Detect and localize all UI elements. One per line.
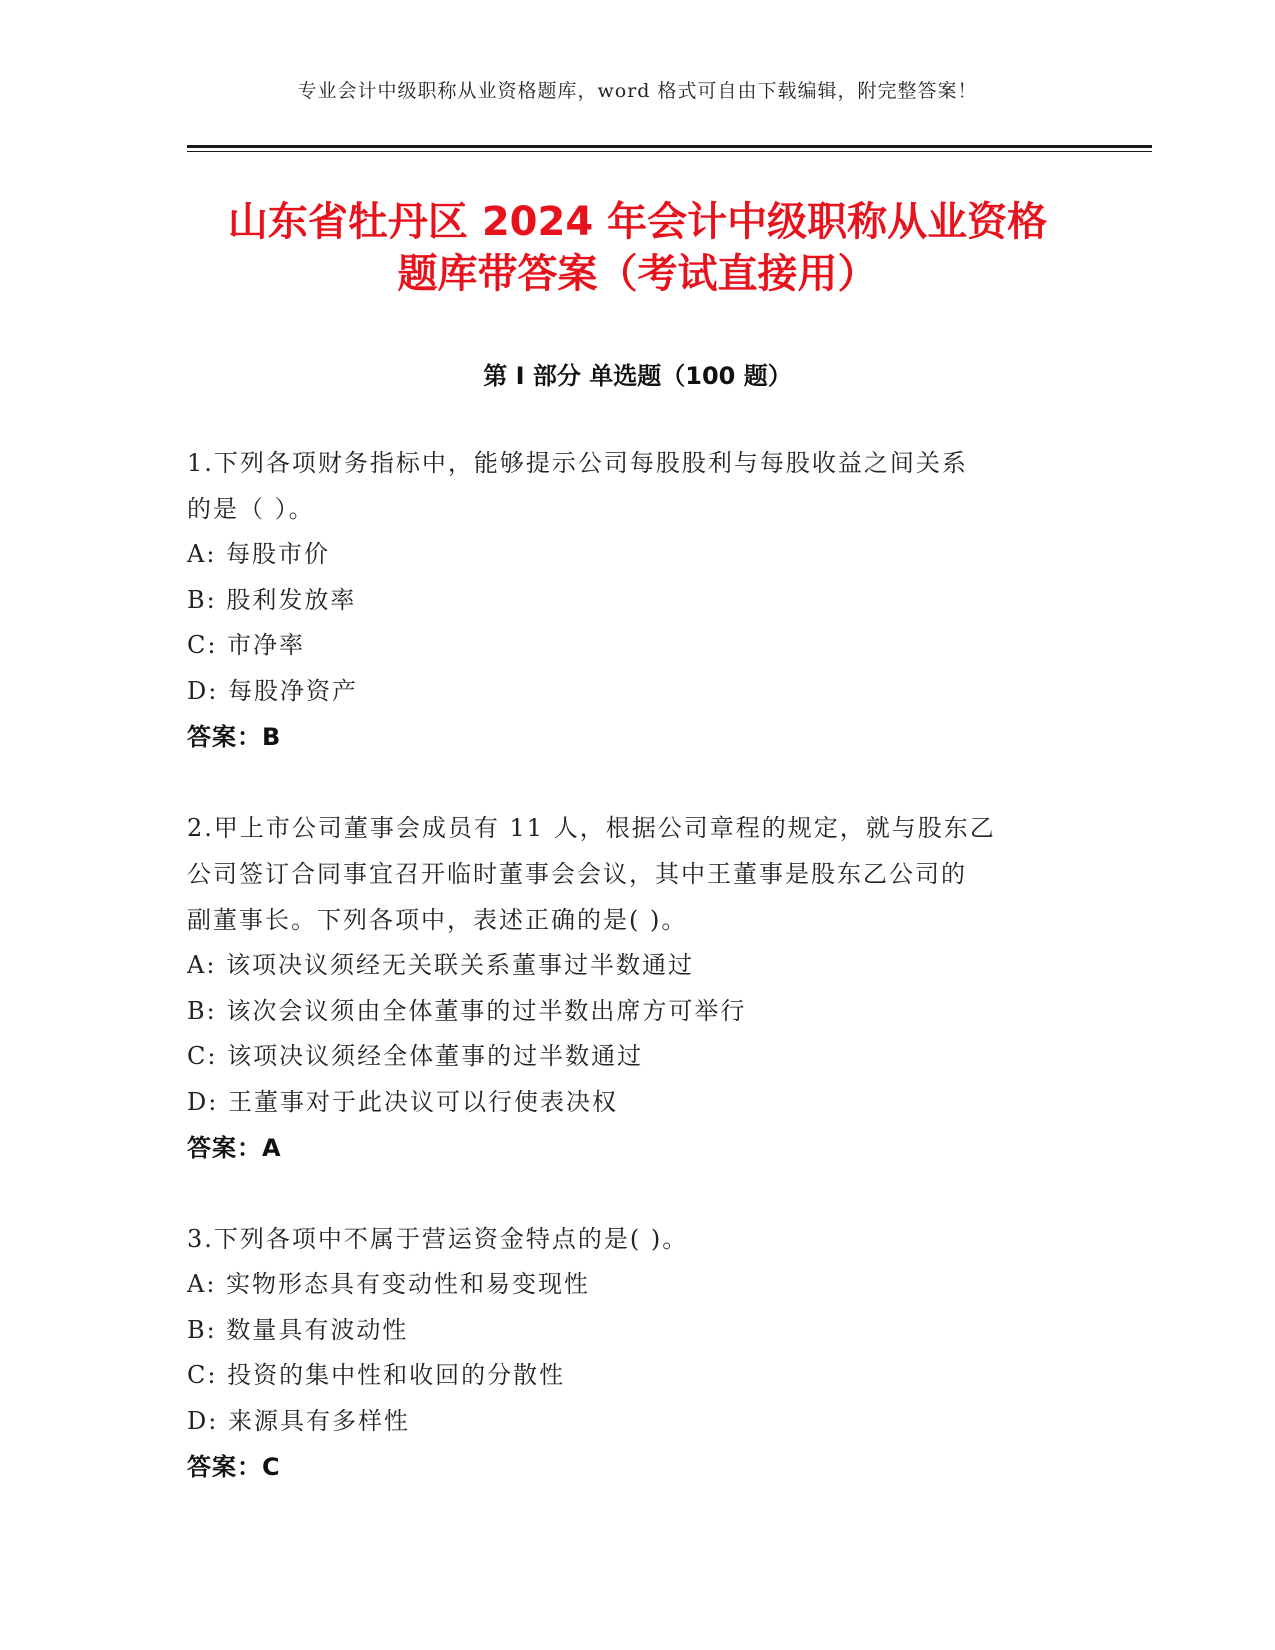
question-3-option-a: A: 实物形态具有变动性和易变现性 xyxy=(187,1270,591,1298)
question-1-option-c: C: 市净率 xyxy=(187,631,306,659)
section-heading: 第 I 部分 单选题（100 题） xyxy=(483,362,792,390)
question-list xyxy=(187,440,1087,1490)
question-3-stem-line-1: 3.下列各项中不属于营运资金特点的是( )。 xyxy=(187,1225,689,1253)
header-divider-thin xyxy=(187,151,1152,152)
question-1-stem-line-1: 1.下列各项财务指标中，能够提示公司每股股利与每股收益之间关系 xyxy=(187,449,968,477)
question-1-answer: 答案：B xyxy=(187,723,282,751)
question-spacer xyxy=(187,760,1087,805)
question-2-stem-line-3: 副董事长。下列各项中，表述正确的是( )。 xyxy=(187,906,688,934)
question-3 xyxy=(187,1216,1087,1490)
question-2-stem-line-2: 公司签订合同事宜召开临时董事会会议，其中王董事是股东乙公司的 xyxy=(187,860,967,888)
question-2-option-b: B: 该次会议须由全体董事的过半数出席方可举行 xyxy=(187,996,747,1025)
question-3-answer: 答案：C xyxy=(187,1453,281,1481)
document-title xyxy=(0,196,1275,300)
question-1-option-b: B: 股利发放率 xyxy=(187,585,357,614)
question-2-stem-line-1: 2.甲上市公司董事会成员有 11 人，根据公司章程的规定，就与股东乙 xyxy=(187,814,996,842)
question-2-answer: 答案：A xyxy=(187,1134,282,1162)
question-1-stem-line-2: 的是（ ）。 xyxy=(187,495,315,523)
question-2-option-c: C: 该项决议须经全体董事的过半数通过 xyxy=(187,1042,644,1070)
question-1-option-a: A: 每股市价 xyxy=(187,540,331,568)
question-2-option-a: A: 该项决议须经无关联关系董事过半数通过 xyxy=(187,951,695,979)
document-title-line-2: 题库带答案（考试直接用） xyxy=(397,251,878,297)
question-3-option-b: B: 数量具有波动性 xyxy=(187,1315,409,1344)
question-3-option-c: C: 投资的集中性和收回的分散性 xyxy=(187,1361,566,1389)
question-2 xyxy=(187,805,1087,1171)
question-2-option-d: D: 王董事对于此决议可以行使表决权 xyxy=(187,1087,618,1116)
question-1 xyxy=(187,440,1087,760)
question-spacer xyxy=(187,1171,1087,1216)
question-3-option-d: D: 来源具有多样性 xyxy=(187,1406,410,1435)
document-title-line-1: 山东省牡丹区 2024 年会计中级职称从业资格 xyxy=(227,199,1048,245)
page-header-text: 专业会计中级职称从业资格题库，word 格式可自由下载编辑，附完整答案！ xyxy=(297,80,978,102)
header-divider-thick xyxy=(187,145,1152,148)
question-1-option-d: D: 每股净资产 xyxy=(187,676,358,705)
